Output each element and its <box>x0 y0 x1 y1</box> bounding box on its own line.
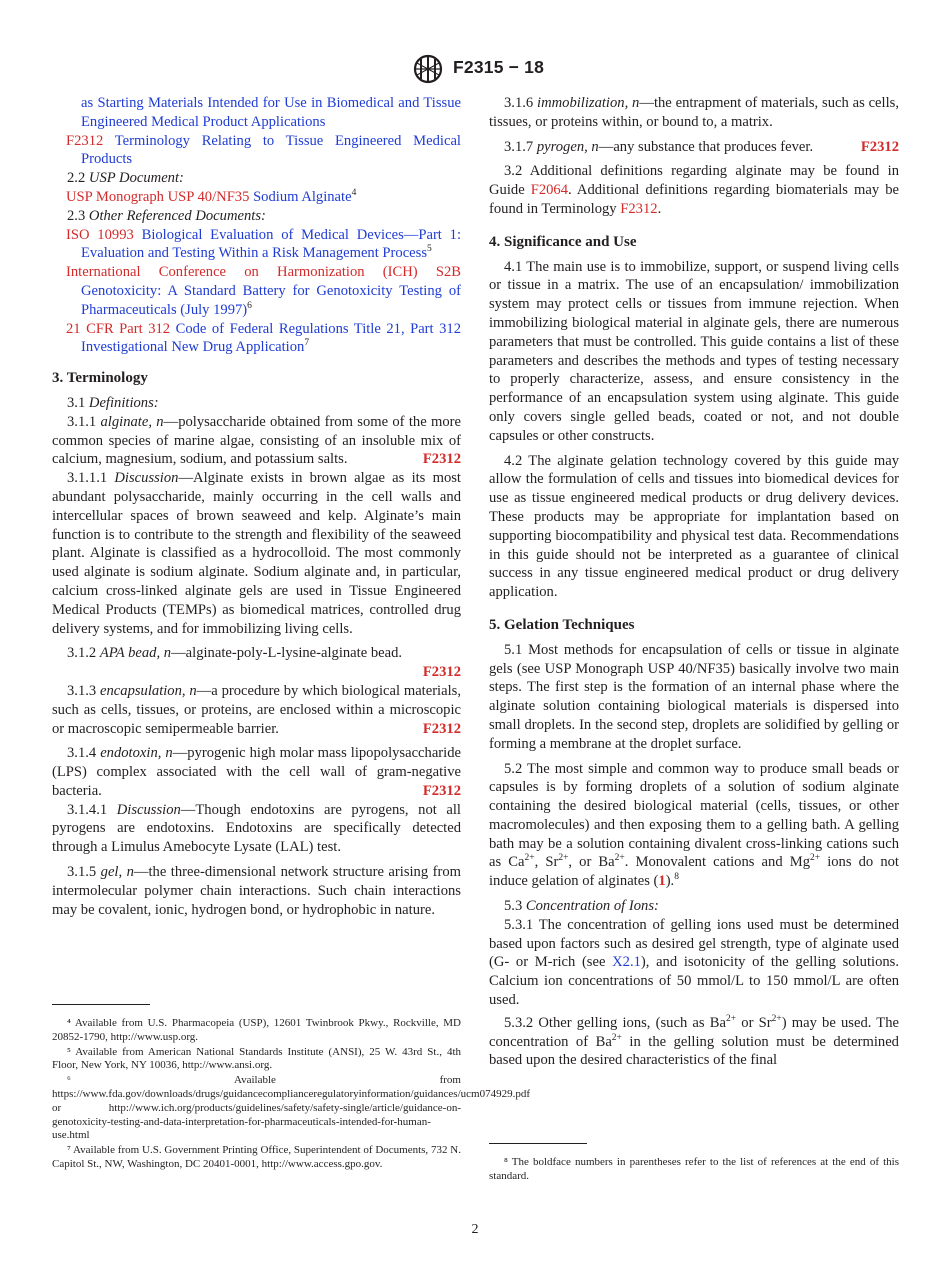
reference-item <box>52 320 461 358</box>
standard-designation: F2315 − 18 <box>453 57 545 77</box>
footnote-rule <box>489 1143 587 1144</box>
discussion: 3.1.1.1 Discussion—Alginate exists in brown algae as its most abundant polysaccharide, mainly occurring in the cell walls and intercellular spaces of brown seaweed and kelp. Alginate’s main function is to contribute to the strength and flexibility of the seaweed plant. Alginate is classified as a hydrocolloid. The most commonly used alginate is sodium alginate. Sodium alginate and, in particular, calcium cross-linked alginate gels are used in Tissue Engineered Medical Products (TEMPs) as biomedical matrices, controlled drug delivery systems, and for immobilizing living cells. <box>52 470 461 637</box>
footnote-marker[interactable]: 4 <box>351 187 357 198</box>
reference-title-link[interactable]: Biological Evaluation of Medical Devices—Part 1: Evaluation and Testing Within a Risk Management Process <box>81 226 461 262</box>
source-ref-link[interactable]: F2312 <box>422 451 461 468</box>
definition: 3.1.1 alginate, n—polysaccharide obtained from some of the more common species of marine algae, consisting of an insoluble mix of calcium, magnesium, sodium, and potassium salts. F2312 <box>52 413 461 468</box>
reference-code-link[interactable]: F2312 <box>66 132 104 149</box>
reference-item <box>52 188 461 207</box>
cross-ref-link[interactable]: F2064 <box>530 182 569 199</box>
footnote-rule <box>52 1004 150 1005</box>
right-column <box>489 94 899 1070</box>
definition: 3.1.5 gel, n—the three-dimensional network structure arising from intermolecular polymer chain interactions. Such chain interactions may be covalent, ionic, hydrogen bond, or hydrophobic in nature. <box>52 864 461 918</box>
definition: 3.1.6 immobilization, n—the entrapment of materials, such as cells, tissues, or proteins within, or bound to, a matrix. <box>489 95 899 130</box>
reference-code-link[interactable]: 21 CFR Part 312 <box>66 320 171 337</box>
source-ref-link[interactable]: F2312 <box>860 138 899 155</box>
definition: 3.1.7 pyrogen, n—any substance that produces fever. F2312 <box>504 138 899 155</box>
cross-ref-link[interactable]: X2.1 <box>612 954 641 971</box>
definition: 3.1 Definitions: <box>67 394 159 411</box>
footnotes-right <box>489 1143 899 1185</box>
reference-title-link[interactable]: Genotoxicity: A Standard Battery for Genotoxicity Testing of Pharmaceuticals (July 1997) <box>81 282 461 318</box>
paragraph: 4.2 The alginate gelation technology covered by this guide may allow the formulation of cells and tissues into biomedical devices for use as tissue engineered medical products or drug delivery devices. These products may be appropriate for implantation based on supporting biocompatibility and physical test data. Recommendations in this guide should not be interpreted as a guarantee of clinical success in any tissue engineered medical product or drug delivery application. <box>489 452 899 601</box>
subsection: 2.3 Other Referenced Documents: <box>67 207 266 224</box>
page-header <box>0 54 950 84</box>
footnote: ⁴ Available from U.S. Pharmacopeia (USP), 12601 Twinbrook Pkwy., Rockville, MD 20852-1790, http://www.usp.org. <box>52 1017 461 1043</box>
source-ref-link[interactable]: F2312 <box>422 664 461 681</box>
reference-code-link[interactable]: ISO 10993 <box>66 226 134 243</box>
left-column <box>52 94 461 919</box>
page-number: 2 <box>471 1222 479 1237</box>
section-heading: 5. Gelation Techniques <box>489 616 635 633</box>
footnotes-left <box>52 1004 530 1173</box>
footnote-marker[interactable]: 6 <box>247 300 252 311</box>
subsection: 5.3 Concentration of Ions: <box>504 898 659 915</box>
paragraph: 3.2 Additional definitions regarding alginate may be found in Guide F2064. Additional definitions regarding biomaterials may be found in Terminology F2312. <box>489 163 899 217</box>
reference-item <box>52 263 461 319</box>
reference-item <box>52 226 461 264</box>
footnote: ⁸ The boldface numbers in parentheses refer to the list of references at the end of this standard. <box>489 1156 899 1182</box>
reference-title-link[interactable]: Terminology Relating to Tissue Engineered Medical Products <box>81 132 461 168</box>
reference-code-link[interactable]: International Conference on Harmonization (ICH) S2B <box>66 264 461 281</box>
paragraph: 5.3.2 Other gelling ions, (such as $Ba^{2+}$ or $Sr^{2+}$) may be used. The concentration of $Ba^{2+}$ in the gelling solution must be determined based upon the desired characteristics of the final <box>489 1013 900 1069</box>
discussion: 3.1.4.1 Discussion—Though endotoxins are pyrogens, not all pyrogens are endotoxins. Endotoxins are specifically detected through a Limulus Amebocyte Lysate (LAL) test. <box>52 801 461 856</box>
reference-number-link[interactable]: 1 <box>658 873 666 890</box>
section-heading: 4. Significance and Use <box>489 233 637 250</box>
reference-item <box>52 94 461 132</box>
reference-title-link[interactable]: as Starting Materials Intended for Use in Biomedical and Tissue Engineered Medical Product Applications <box>81 95 461 130</box>
astm-logo-icon <box>410 54 446 84</box>
reference-title-link[interactable]: Sodium Alginate <box>253 188 352 205</box>
subsection: 2.2 USP Document: <box>67 170 184 187</box>
cross-ref-link[interactable]: F2312 <box>620 200 658 217</box>
source-ref-link[interactable]: F2312 <box>422 720 461 737</box>
definition: 3.1.4 endotoxin, n—pyrogenic high molar mass lipopolysaccharide (LPS) complex associated with the cell wall of gram-negative bacteria. F2312 <box>52 745 461 799</box>
paragraph: 4.1 The main use is to immobilize, support, or suspend living cells or tissue in a matrix. The use of an encapsulation/ immobilization system may protect cells or tissues from immune rejection. When immobilizing biological material in alginate gels, there are numerous parameters that must be controlled. This guide contains a list of these parameters and describes the methods and types of testing necessary to properly characterize, assess, and ensure consistency in the performance of an encapsulation system using alginate. This guide only covers single gelled beads, coated or not, and not double capsules or other constructs. <box>489 258 899 444</box>
footnote: ⁵ Available from American National Standards Institute (ANSI), 25 W. 43rd St., 4th Floor, New York, NY 10036, http://www.ansi.org. <box>52 1045 461 1072</box>
reference-code-link[interactable]: USP Monograph USP 40/NF35 <box>66 188 250 205</box>
footnote: ⁶ Available from https://www.fda.gov/downloads/drugs/guidancecomplianceregulatoryinformation/guidances/ucm074929.pdf or http://www.ich.org/products/guidelines/safety/safety-single/article/guidance-on-genotoxicity-testing-and-data-interpretation-for-pharmaceuticals-intended-for-human-use.html <box>52 1074 530 1142</box>
reference-title-link[interactable]: Code of Federal Regulations Title 21, Part 312 Investigational New Drug Application <box>81 320 461 356</box>
section-heading: 3. Terminology <box>52 370 148 387</box>
paragraph: 5.1 Most methods for encapsulation of cells or tissue in alginate gels (see USP Monograph USP 40/NF35) basically involve two main steps. The first step is the formation of an internal phase where the alginate solution containing biological materials is dispersed into small droplets. In the second step, droplets are solidified by gelling or forming a membrane at the droplet surface. <box>489 641 899 752</box>
footnote-marker[interactable]: 5 <box>427 244 432 255</box>
definition: 3.1.3 encapsulation, n—a procedure by which biological materials, such as cells, tissues, or proteins, are enclosed within a microscopic or macroscopic semipermeable barrier. F2312 <box>52 682 461 737</box>
footnote: ⁷ Available from U.S. Government Printing Office, Superintendent of Documents, 732 N. Capitol St., NW, Washington, DC 20401-0001, http://www.access.gpo.gov. <box>52 1144 461 1170</box>
source-ref-link[interactable]: F2312 <box>422 782 461 799</box>
reference-item <box>52 132 461 170</box>
paragraph: 5.2 The most simple and common way to produce small beads or capsules is by forming droplets of a solution of sodium alginate containing the desired biological material (cells, tissues, or other macromolecules) and then exposing them to a gelling bath. A gelling bath may be a solution containing divalent cross-linking cations such as $Ca^{2+}$, $Sr^{2+}$, or $Ba^{2+}$. Monovalent cations and $Mg^{2+}$ ions do not induce gelation of alginates (1).$^8$ <box>489 760 899 890</box>
paragraph: 5.3.1 The concentration of gelling ions used must be determined based upon factors such as desired gel strength, type of alginate used (G- or M-rich (see X2.1), and isotonicity of the gelling solutions. Calcium ion concentrations of 50 mmol/L to 150 mmol/L are often used. <box>489 916 899 1009</box>
footnote-marker[interactable]: 7 <box>304 338 310 349</box>
definition: 3.1.2 APA bead, n—alginate-poly-L-lysine-alginate bead. F2312 <box>67 645 461 681</box>
footnote-marker[interactable]: 8 <box>674 872 679 883</box>
